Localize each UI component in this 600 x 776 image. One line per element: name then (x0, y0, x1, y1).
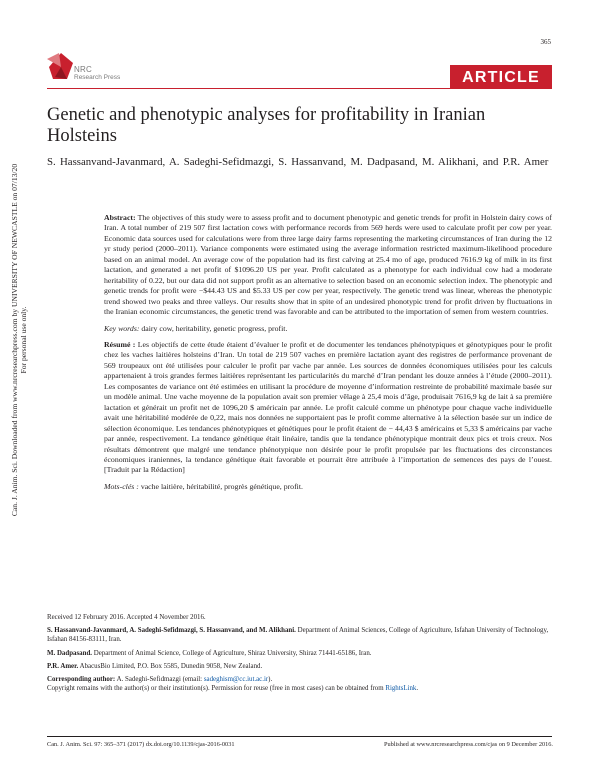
publication-date[interactable]: Published at www.nrcresearchpress.com/cjas on 9 December 2016. (383, 741, 553, 748)
journal-citation-doi[interactable]: Can. J. Anim. Sci. 97: 365–371 (2017) dx.doi.org/10.1139/cjas-2016-0031 (47, 741, 235, 748)
keywords-text: dairy cow, heritability, genetic progress, profit. (141, 323, 288, 333)
author-list: S. Hassanvand-Javanmard, A. Sadeghi-Sefidmazgi, S. Hassanvand, M. Dadpasand, M. Alikhani, and P.R. Amer (47, 156, 549, 168)
article-type-label: ARTICLE (450, 65, 552, 89)
affiliation-2-names: M. Dadpasand. (47, 649, 92, 657)
motscles-label: Mots-clés : (104, 481, 139, 491)
affiliation-3-names: P.R. Amer. (47, 662, 79, 670)
footer-rule (47, 736, 552, 737)
affiliation-1 (47, 626, 553, 644)
corresponding-author-email-link[interactable]: sadeghism@cc.iut.ac.ir (203, 676, 269, 684)
affiliation-1-names: S. Hassanvand-Javanmard, A. Sadeghi-Sefidmazgi, S. Hassanvand, and M. Alikhani. (47, 627, 296, 635)
copyright-notice (47, 684, 553, 693)
resume-label: Résumé : (104, 339, 136, 349)
corresponding-author-close: ). (268, 676, 273, 684)
copyright-end: . (416, 685, 419, 693)
resume-text: Les objectifs de cette étude étaient d’évaluer le profit et de documenter les tendances phénotypiques et génotypiques pour le profit chez les vaches laitières holsteins d’Iran. Un total de 219 507 vaches en première lactation ayant des registres de performance provenant de 569 troupeaux ont été utilisées pour calculer le profit par vache par année. Les sources de données économiques utilisées pour les calculs appartenaient à trois grandes fermes laitières représentant les particularités du marché d’Iran pendant les douze années à l’étude (2000–2011). Les composantes de variance ont été estimées en utilisant la procédure de moyenne d’information restreinte de probabilité maximale basée sur un modèle animal. Une vache moyenne de la population avait son premier vêlage à 25,4 mois d’âge, produisait 7616,9 kg de lait à sa première lactation et générait un profit net de 1096,20 $ américain par année. Le profit calculé comme un phénotype pour chaque vache individuelle avait une héritabilité modérée de 0,22, mais nos données ne supportaient pas le profit comme alternative à la sélection basée sur un indice de sélection économique. Les tendances phénotypiques et génétiques pour le profit étaient de − 44,43 $ américains et 5,33 $ américains par vache par année, respectivement. La tendance génétique était linéaire, tandis que la tendance phénotypique montrait deux pics et trois creux. Nos résultats démontrent que malgré une tendance phénotypique non désirée pour le profit propulsée par les fluctuations des circonstances économiques iraniennes, la tendance génétique était favorable et pourrait être attribuée à l’importation de semences des pays de l’ouest. [Traduit par la Rédaction] (104, 339, 553, 475)
page-footer (47, 741, 553, 748)
affiliation-3-text: AbacusBio Limited, P.O. Box 5585, Dunedin 9058, New Zealand. (79, 662, 263, 670)
abstract-text: The objectives of this study were to assess profit and to document phenotypic and genetic trends for profit in Holstein dairy cows of Iran. A total number of 219 507 first lactation cows with performance records from 569 herds were used to calculate profit per cow per year. Economic data sources used for calculations were from three large dairy farms representing the marketing circumstances of Iran during the 12 yr study period (2000–2011). Variance components were estimated using the average information restricted maximum-likelihood procedure based on an animal model. An average cow of the population had its first calving at 25.4 mo of age, produced 7616.9 kg of milk in its first lactation, and generated a net profit of $1096.20 US per year. Profit calculated as a phenotype for each individual cow had a moderate heritability of 0.22, but our data did not support profit as an alternative to selection based on an economic selection index. The phenotypic and genetic trends for profit were −$44.43 US and $5.33 US per cow per year, respectively. The genetic trend was linear, whereas the phenotypic trend showed two peaks and three valleys. Our results show that in spite of an undesired phonotypic trend for profit driven by fluctuations in the Iranian economic circumstances, the genetic trend was favorable and can be attributed to the importation of semen from western countries. (104, 213, 553, 317)
page-number: 365 (540, 38, 551, 46)
received-dates: Received 12 February 2016. Accepted 4 November 2016. (47, 614, 206, 621)
nrc-logo-icon (47, 53, 73, 79)
motscles-text: vache laitière, héritabilité, progrès génétique, profit. (140, 481, 303, 491)
rightslink-link[interactable]: RightsLink (385, 685, 417, 693)
affiliation-1-text: Department of Animal Sciences, College of Agriculture, Isfahan University of Technology, Isfahan 84156-83111, Iran. (47, 627, 549, 644)
affiliation-2-text: Department of Animal Science, College of Agriculture, Shiraz University, Shiraz 71441-65186, Iran. (93, 649, 372, 657)
publisher-name (74, 66, 120, 82)
keywords-paragraph (104, 324, 552, 334)
motscles-paragraph (104, 482, 552, 492)
abstract-paragraph (104, 213, 552, 318)
footnotes (47, 613, 553, 693)
download-watermark (10, 160, 28, 520)
corresponding-author-text: A. Sadeghi-Sefidmazgi (email: (116, 676, 203, 684)
corresponding-author-label: Corresponding author: (47, 676, 116, 684)
publisher-logo[interactable] (47, 53, 167, 93)
resume-paragraph (104, 340, 552, 476)
corresponding-author (47, 675, 553, 684)
affiliation-3 (47, 662, 553, 671)
download-watermark-line2: For personal use only. (19, 306, 28, 374)
publisher-name-line2: Research Press (74, 74, 121, 81)
abstract-label: Abstract: (104, 213, 136, 222)
copyright-text: Copyright remains with the author(s) or their institution(s). Permission for reuse (free in most cases) can be obtained from (47, 685, 384, 693)
download-watermark-line1: Can. J. Anim. Sci. Downloaded from www.nrcresearchpress.com by UNIVERSITY OF NEWCASTLE on 07/13/20 (10, 163, 19, 517)
keywords-label: Key words: (104, 323, 140, 333)
abstract-section (104, 213, 552, 492)
publisher-name-line1: NRC (74, 65, 92, 74)
article-title: Genetic and phenotypic analyses for profitability in Iranian Holsteins (47, 105, 486, 146)
affiliation-2 (47, 649, 553, 658)
